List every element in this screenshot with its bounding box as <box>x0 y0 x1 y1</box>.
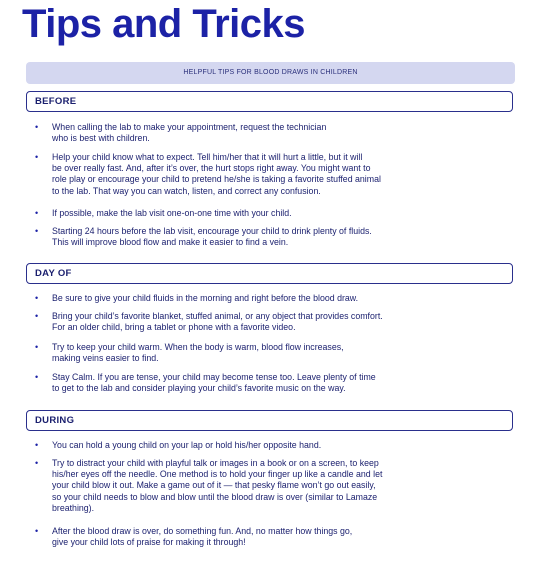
section-header-day-of <box>26 263 513 284</box>
item-line: For an older child, bring a tablet or phone with a favorite video. <box>52 322 296 333</box>
item-line: Stay Calm. If you are tense, your child may become tense too. Leave plenty of time <box>52 372 376 382</box>
item-line: Bring your child’s favorite blanket, stuffed animal, or any object that provides comfort. <box>52 311 383 321</box>
item-line: If possible, make the lab visit one-on-one time with your child. <box>52 208 292 218</box>
bullet-icon: • <box>35 342 39 352</box>
item-line: making veins easier to find. <box>52 353 159 364</box>
page-title: Tips and Tricks <box>22 2 305 46</box>
bullet-icon: • <box>35 226 39 236</box>
item-line: to get to the lab and consider playing your child’s favorite music on the way. <box>52 383 346 394</box>
bullet-icon: • <box>35 440 39 450</box>
item-line: You can hold a young child on your lap or hold his/her opposite hand. <box>52 440 322 450</box>
item-line: give your child lots of praise for making it through! <box>52 537 246 548</box>
item-line: Starting 24 hours before the lab visit, encourage your child to drink plenty of fluids. <box>52 226 372 236</box>
item-line: Try to distract your child with playful talk or images in a book or on a screen, to keep <box>52 458 379 468</box>
bullet-icon: • <box>35 526 39 536</box>
bullet-icon: • <box>35 293 39 303</box>
item-line: When calling the lab to make your appointment, request the technician <box>52 122 327 132</box>
section-heading: BEFORE <box>35 96 77 107</box>
item-line: Try to keep your child warm. When the body is warm, blood flow increases, <box>52 342 344 352</box>
item-line: Be sure to give your child fluids in the morning and right before the blood draw. <box>52 293 359 303</box>
item-line: his/her eyes off the needle. One method is to hold your finger up like a candle and let <box>52 469 383 480</box>
item-line: After the blood draw is over, do something fun. And, no matter how things go, <box>52 526 353 536</box>
item-line: who is best with children. <box>52 133 150 144</box>
bullet-icon: • <box>35 458 39 468</box>
bullet-icon: • <box>35 208 39 218</box>
item-line: Help your child know what to expect. Tell him/her that it will hurt a little, but it will <box>52 152 363 162</box>
subtitle-banner: HELPFUL TIPS FOR BLOOD DRAWS IN CHILDREN <box>26 62 515 84</box>
bullet-icon: • <box>35 311 39 321</box>
item-line: breathing). <box>52 502 95 513</box>
section-header-before <box>26 91 513 112</box>
section-heading: DAY OF <box>35 268 72 279</box>
section-header-during <box>26 410 513 431</box>
item-line: so your child needs to blow and blow until the blood draw is over (similar to Lamaze <box>52 491 378 502</box>
bullet-icon: • <box>35 372 39 382</box>
item-line: be over really fast. And, after it’s over, the hurt stops right away. You might want to <box>52 163 371 174</box>
item-line: This will improve blood flow and make it easier to find a vein. <box>52 237 289 248</box>
item-line: to the lab. That way you can watch, listen, and correct any confusion. <box>52 185 321 196</box>
item-line: your child blow it out. Make a game out of it — that pesky flame won’t go out easily, <box>52 480 376 491</box>
bullet-icon: • <box>35 122 39 132</box>
bullet-icon: • <box>35 152 39 162</box>
section-heading: DURING <box>35 415 75 426</box>
item-line: role play or encourage your child to pretend he/she is taking a favorite stuffed animal <box>52 174 381 185</box>
